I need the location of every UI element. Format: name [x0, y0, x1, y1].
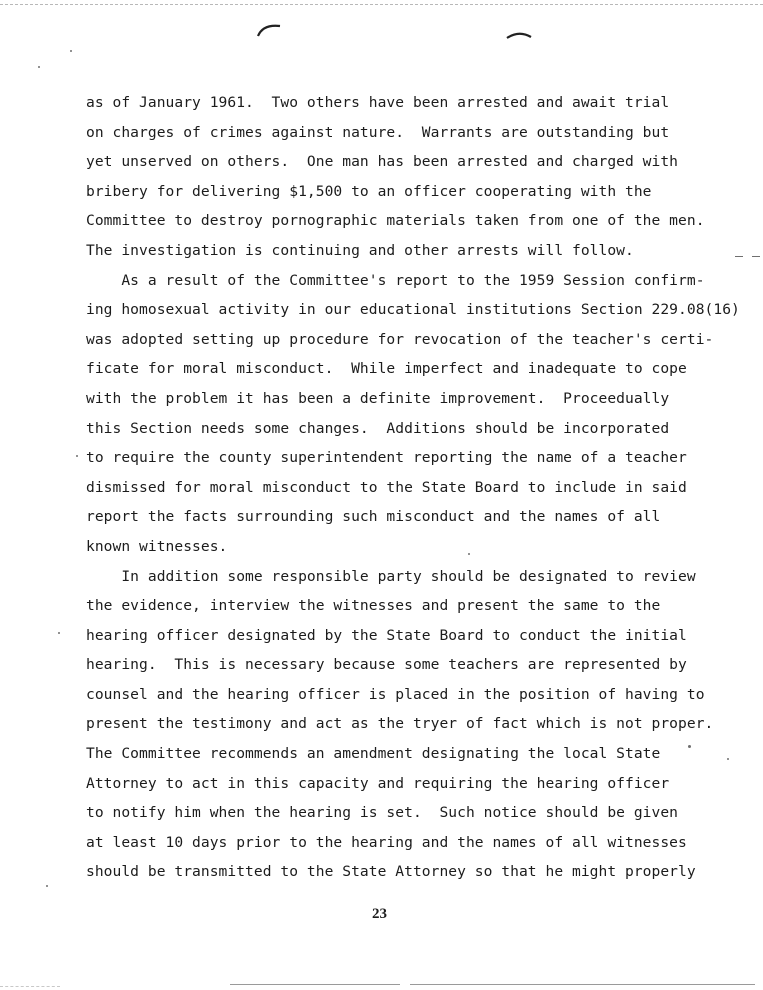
text-line: to require the county superintendent reporting the name of a teacher — [86, 449, 687, 467]
text-line: known witnesses. — [86, 537, 228, 555]
text-line: hearing officer designated by the State Board to conduct the initial — [86, 626, 687, 644]
bottom-perforation-line — [0, 986, 60, 987]
text-line: ing homosexual activity in our educational institutions Section 229.08(16) — [86, 301, 740, 319]
text-line: dismissed for moral misconduct to the State Board to include in said — [86, 478, 687, 496]
text-line: yet unserved on others. One man has been arrested and charged with — [86, 153, 679, 171]
page-number: 23 — [372, 906, 387, 922]
text-line: As a result of the Committee's report to the 1959 Session confirm- — [86, 271, 705, 289]
text-line: this Section needs some changes. Additions should be incorporated — [86, 419, 670, 437]
text-line: on charges of crimes against nature. Warrants are outstanding but — [86, 123, 670, 141]
scan-speck — [58, 632, 60, 634]
text-line: to notify him when the hearing is set. Such notice should be given — [86, 804, 679, 822]
scan-speck — [70, 50, 72, 52]
text-line: The investigation is continuing and other arrests will follow. — [86, 241, 634, 259]
scan-speck — [38, 66, 40, 68]
text-line: counsel and the hearing officer is placed in the position of having to — [86, 685, 705, 703]
scan-speck — [76, 455, 78, 457]
text-line: the evidence, interview the witnesses and present the same to the — [86, 597, 661, 615]
text-line: with the problem it has been a definite improvement. Proceedually — [86, 389, 670, 407]
text-line: In addition some responsible party should be designated to review — [86, 567, 696, 585]
text-line: as of January 1961. Two others have been arrested and await trial — [86, 94, 670, 111]
top-perforation-line — [0, 4, 763, 5]
text-line: report the facts surrounding such misconduct and the names of all — [86, 508, 661, 526]
text-line: present the testimony and act as the tryer of fact which is not proper. — [86, 715, 714, 733]
text-line: was adopted setting up procedure for revocation of the teacher's certi- — [86, 330, 714, 348]
text-line: Attorney to act in this capacity and requiring the hearing officer — [86, 774, 670, 792]
text-line: Committee to destroy pornographic materials taken from one of the men. — [86, 212, 705, 230]
text-line: at least 10 days prior to the hearing and the names of all witnesses — [86, 833, 687, 851]
scan-speck — [46, 885, 48, 887]
punch-hole-mark-left — [255, 20, 285, 40]
text-line: The Committee recommends an amendment designating the local State — [86, 745, 661, 763]
text-line: hearing. This is necessary because some teachers are represented by — [86, 656, 687, 674]
bottom-rule-left — [230, 984, 400, 985]
text-line: ficate for moral misconduct. While imperfect and inadequate to cope — [86, 360, 687, 378]
text-line: bribery for delivering $1,500 to an officer cooperating with the — [86, 182, 652, 200]
punch-hole-mark-right — [505, 28, 535, 42]
body-text — [86, 88, 758, 887]
text-line: should be transmitted to the State Attorney so that he might properly — [86, 863, 696, 881]
bottom-rule-right — [410, 984, 755, 985]
